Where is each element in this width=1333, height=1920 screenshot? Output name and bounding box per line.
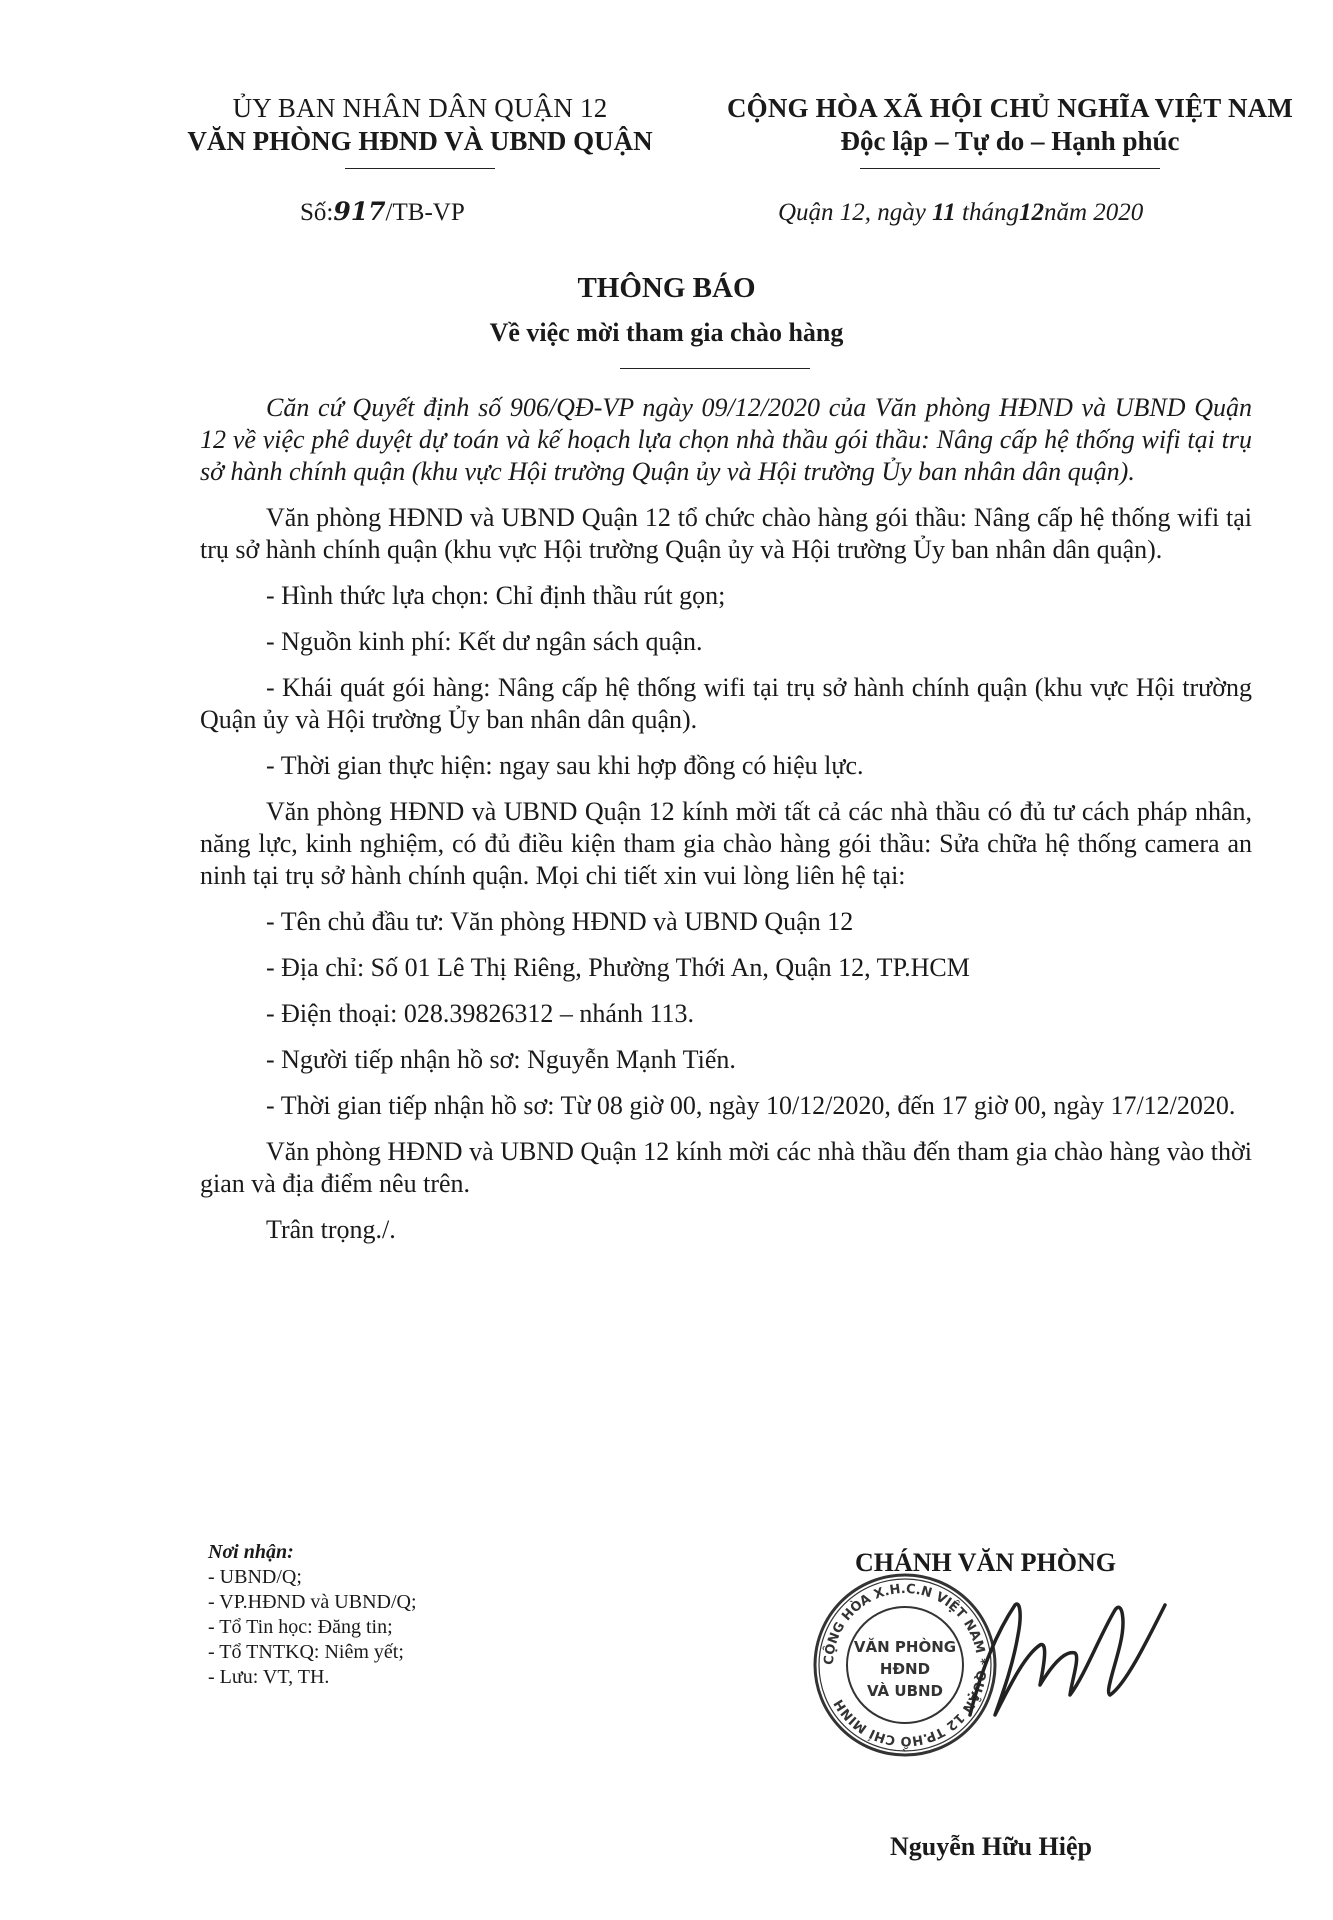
list-item: - Nguồn kinh phí: Kết dư ngân sách quận.: [266, 627, 703, 656]
body-paragraph: Văn phòng HĐND và UBND Quận 12 kính mời các nhà thầu đến tham gia chào hàng vào thời gian và địa điểm nêu trên.: [200, 1137, 1252, 1198]
handwritten-signature-icon: [940, 1575, 1180, 1735]
document-date: [778, 199, 1143, 227]
agency-underline: [345, 168, 495, 169]
issuing-agency-header: [160, 92, 680, 169]
national-header: [690, 92, 1330, 169]
date-month: 12: [1018, 199, 1044, 226]
seal-ring-text: CỘNG HÒA X.H.C.N VIỆT NAM * QUẬN 12 TP.HỒ CHÍ MINH: [821, 1581, 989, 1749]
recipient-item: - Lưu: VT, TH.: [208, 1666, 330, 1688]
list-item: - Thời gian tiếp nhận hồ sơ: Từ 08 giờ 00, ngày 10/12/2020, đến 17 giờ 00, ngày 17/12/2020.: [266, 1091, 1236, 1120]
recipient-item: - Tổ TNTKQ: Niêm yết;: [208, 1641, 404, 1663]
document-subtitle: Về việc mời tham gia chào hàng: [489, 318, 844, 347]
seal-center-line-3: VÀ UBND: [866, 1682, 944, 1700]
document-body: [200, 392, 1252, 1260]
document-number: [300, 197, 465, 227]
date-month-label: tháng: [962, 199, 1019, 226]
doc-number-suffix: /TB-VP: [385, 199, 465, 226]
list-item: - Điện thoại: 028.39826312 – nhánh 113.: [266, 999, 694, 1028]
recipients-heading: Nơi nhận:: [208, 1541, 294, 1563]
body-paragraph: Văn phòng HĐND và UBND Quận 12 tổ chức chào hàng gói thầu: Nâng cấp hệ thống wifi tại trụ sở hành chính quận (khu vực Hội trường Quận ủy và Hội trường Ủy ban nhân dân quận).: [200, 503, 1252, 564]
list-item: - Địa chỉ: Số 01 Lê Thị Riêng, Phường Thới An, Quận 12, TP.HCM: [266, 953, 970, 982]
list-item: - Tên chủ đầu tư: Văn phòng HĐND và UBND Quận 12: [266, 907, 854, 936]
document-title: THÔNG BÁO: [577, 272, 756, 304]
list-item: - Khái quát gói hàng: Nâng cấp hệ thống wifi tại trụ sở hành chính quận (khu vực Hội trường Quận ủy và Hội trường Ủy ban nhân dân quận).: [200, 673, 1252, 734]
agency-line-2: VĂN PHÒNG HĐND VÀ UBND QUẬN: [187, 126, 653, 156]
national-motto: Độc lập – Tự do – Hạnh phúc: [840, 126, 1180, 156]
signer-name: Nguyễn Hữu Hiệp: [890, 1832, 1092, 1861]
date-prefix: Quận 12, ngày: [778, 199, 926, 226]
recipient-item: - Tổ Tin học: Đăng tin;: [208, 1616, 393, 1638]
legal-basis-paragraph: Căn cứ Quyết định số 906/QĐ-VP ngày 09/12/2020 của Văn phòng HĐND và UBND Quận 12 về việc phê duyệt dự toán và kế hoạch lựa chọn nhà thầu gói thầu: Nâng cấp hệ thống wifi tại trụ sở hành chính quận (khu vực Hội trường Quận ủy và Hội trường Ủy ban nhân dân quận).: [200, 393, 1252, 486]
date-day: 11: [932, 199, 956, 226]
signature-title: CHÁNH VĂN PHÒNG: [855, 1548, 1116, 1577]
date-year: năm 2020: [1043, 199, 1144, 226]
closing-line: Trân trọng./.: [266, 1215, 396, 1244]
seal-center-line-2: HĐND: [879, 1660, 931, 1678]
recipients-block: [208, 1540, 417, 1690]
national-title: CỘNG HÒA XÃ HỘI CHỦ NGHĨA VIỆT NAM: [726, 93, 1294, 123]
body-paragraph: Văn phòng HĐND và UBND Quận 12 kính mời tất cả các nhà thầu có đủ tư cách pháp nhân, năng lực, kinh nghiệm, có đủ điều kiện tham gia chào hàng gói thầu: Sửa chữa hệ thống camera an ninh tại trụ sở hành chính quận. Mọi chi tiết xin vui lòng liên hệ tại:: [200, 797, 1252, 890]
title-underline: [620, 368, 810, 369]
list-item: - Người tiếp nhận hồ sơ: Nguyễn Mạnh Tiến.: [266, 1045, 736, 1074]
agency-line-1: ỦY BAN NHÂN DÂN QUẬN 12: [232, 93, 608, 123]
seal-center-line-1: VĂN PHÒNG: [853, 1638, 957, 1656]
list-item: - Thời gian thực hiện: ngay sau khi hợp đồng có hiệu lực.: [266, 751, 864, 780]
list-item: - Hình thức lựa chọn: Chỉ định thầu rút gọn;: [266, 581, 726, 610]
doc-number-prefix: Số:: [300, 199, 334, 226]
motto-underline: [860, 168, 1160, 169]
recipient-item: - UBND/Q;: [208, 1566, 302, 1588]
doc-number-handwritten: 917: [333, 197, 386, 226]
recipient-item: - VP.HĐND và UBND/Q;: [208, 1591, 417, 1613]
